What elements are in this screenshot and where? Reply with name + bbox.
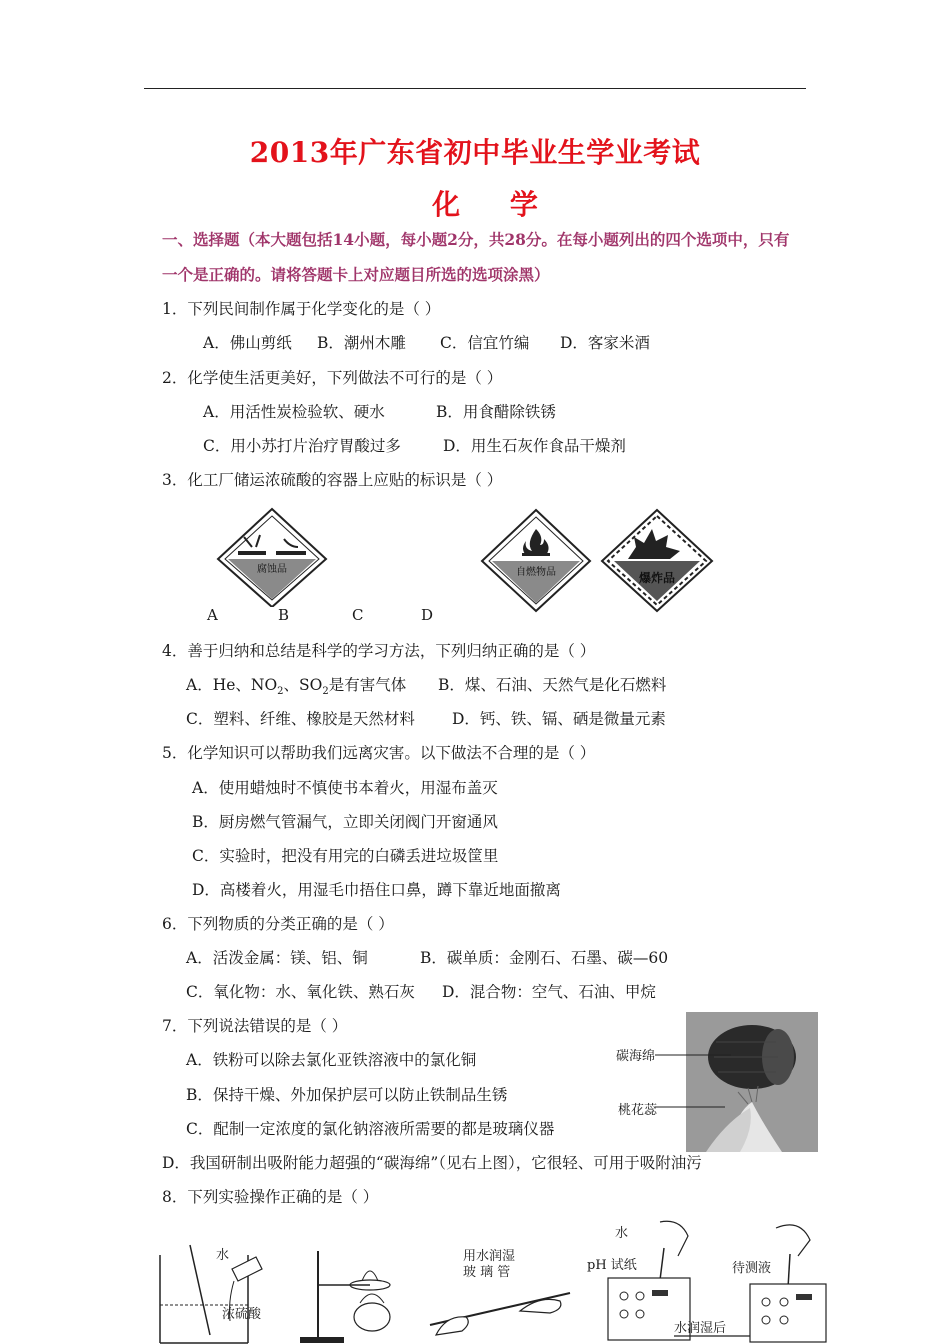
q2-stem: 2．化学使生活更美好，下列做法不可行的是（ ）	[162, 369, 503, 387]
q1-option-d: D．客家米酒	[560, 334, 650, 352]
q6-option-c: C．氧化物：水、氧化铁、熟石灰	[186, 983, 415, 1001]
q8-stem: 8．下列实验操作正确的是（ ）	[162, 1188, 379, 1206]
q5-option-c: C．实验时，把没有用完的白磷丢进垃圾筐里	[192, 847, 499, 865]
q5-option-b: B．厨房燃气管漏气，立即关闭阀门开窗通风	[192, 813, 498, 831]
sign-label-corrosive: 腐蚀品	[257, 564, 287, 575]
fig-label-wet: 用水润湿	[463, 1249, 516, 1264]
q6-option-d: D．混合物：空气、石油、甲烷	[442, 983, 656, 1001]
q7-option-c: C．配制一定浓度的氯化钠溶液所需要的都是玻璃仪器	[186, 1120, 555, 1138]
q3-label-c: C	[352, 606, 364, 624]
q7-option-a: A．铁粉可以除去氯化亚铁溶液中的氯化铜	[186, 1051, 477, 1069]
q1-option-c: C．信宜竹编	[440, 334, 530, 352]
q5-stem: 5．化学知识可以帮助我们远离灾害。以下做法不合理的是（ ）	[162, 744, 596, 762]
q4-stem: 4．善于归纳和总结是科学的学习方法，下列归纳正确的是（ ）	[162, 642, 596, 660]
glass-tube-figure	[420, 1275, 580, 1344]
section-instructions-line2: 一个是正确的。请将答题卡上对应题目所选的选项涂黑）	[162, 265, 550, 284]
sign-label-explosive: 爆炸品	[638, 571, 676, 585]
q5-option-d: D．高楼着火，用湿毛巾捂住口鼻，蹲下靠近地面撤离	[192, 881, 561, 899]
photo-label-stamen: 桃花蕊	[618, 1103, 658, 1118]
q2-option-c: C．用小苏打片治疗胃酸过多	[203, 437, 401, 455]
q1-option-b: B．潮州木雕	[317, 334, 406, 352]
fig-label-acid: 浓硫酸	[222, 1307, 262, 1322]
q3-label-a: A	[207, 606, 218, 624]
q3-label-b: B	[278, 606, 290, 624]
subject-title: 化 学	[432, 188, 558, 221]
q4-option-c: C．塑料、纤维、橡胶是天然材料	[186, 710, 415, 728]
fig-label-test-liquid: 待测液	[732, 1261, 772, 1276]
q4-option-d: D．钙、铁、镉、硒是微量元素	[452, 710, 666, 728]
exam-title: 2013年广东省初中毕业生学业考试	[249, 136, 701, 169]
explosive-sign	[598, 507, 716, 613]
q2-option-a: A．用活性炭检验软、硬水	[203, 403, 385, 421]
section-instructions-line1: 一、选择题（本大题包括14小题，每小题2分，共28分。在每小题列出的四个选项中，只有	[162, 230, 790, 249]
corrosive-sign	[214, 507, 330, 607]
q7-stem: 7．下列说法错误的是（ ）	[162, 1017, 348, 1035]
fig-label-tube: 玻 璃 管	[463, 1265, 511, 1280]
q2-option-b: B．用食醋除铁锈	[436, 403, 556, 421]
q4-option-b: B．煤、石油、天然气是化石燃料	[438, 676, 667, 694]
fig-label-water2: 水	[615, 1226, 629, 1241]
q3-stem: 3．化工厂储运浓硫酸的容器上应贴的标识是（ ）	[162, 471, 503, 489]
q2-option-d: D．用生石灰作食品干燥剂	[443, 437, 626, 455]
alcohol-lamp-figure	[290, 1245, 410, 1344]
q6-option-a: A．活泼金属：镁、铝、铜	[186, 949, 368, 967]
photo-pointer-lines	[655, 1045, 735, 1115]
q7-option-b: B．保持干燥、外加保护层可以防止铁制品生锈	[186, 1086, 508, 1104]
fig-label-ph-paper: pH 试纸	[587, 1258, 637, 1273]
q7-option-d: D．我国研制出吸附能力超强的“碳海绵”（见右上图），它很轻、可用于吸附油污	[162, 1154, 702, 1172]
fig-label-after-wet: 水润湿后	[674, 1321, 727, 1336]
photo-label-sponge: 碳海绵	[616, 1049, 656, 1064]
header-rule	[144, 88, 806, 89]
q1-stem: 1．下列民间制作属于化学变化的是（ ）	[162, 300, 441, 318]
q4-option-a: A．He、$NO_2$、$SO_2$是有害气体	[186, 676, 407, 698]
q6-option-b: B．碳单质：金刚石、石墨、碳—60	[420, 949, 669, 967]
fig-label-water: 水	[216, 1248, 230, 1263]
q6-stem: 6．下列物质的分类正确的是（ ）	[162, 915, 394, 933]
q1-option-a: A．佛山剪纸	[203, 334, 292, 352]
q5-option-a: A．使用蜡烛时不慎使书本着火，用湿布盖灭	[192, 779, 498, 797]
self-igniting-sign	[478, 507, 594, 613]
sign-label-self-igniting: 自燃物品	[516, 567, 556, 578]
diluting-acid-figure	[150, 1225, 280, 1344]
q3-label-d: D	[421, 606, 434, 624]
